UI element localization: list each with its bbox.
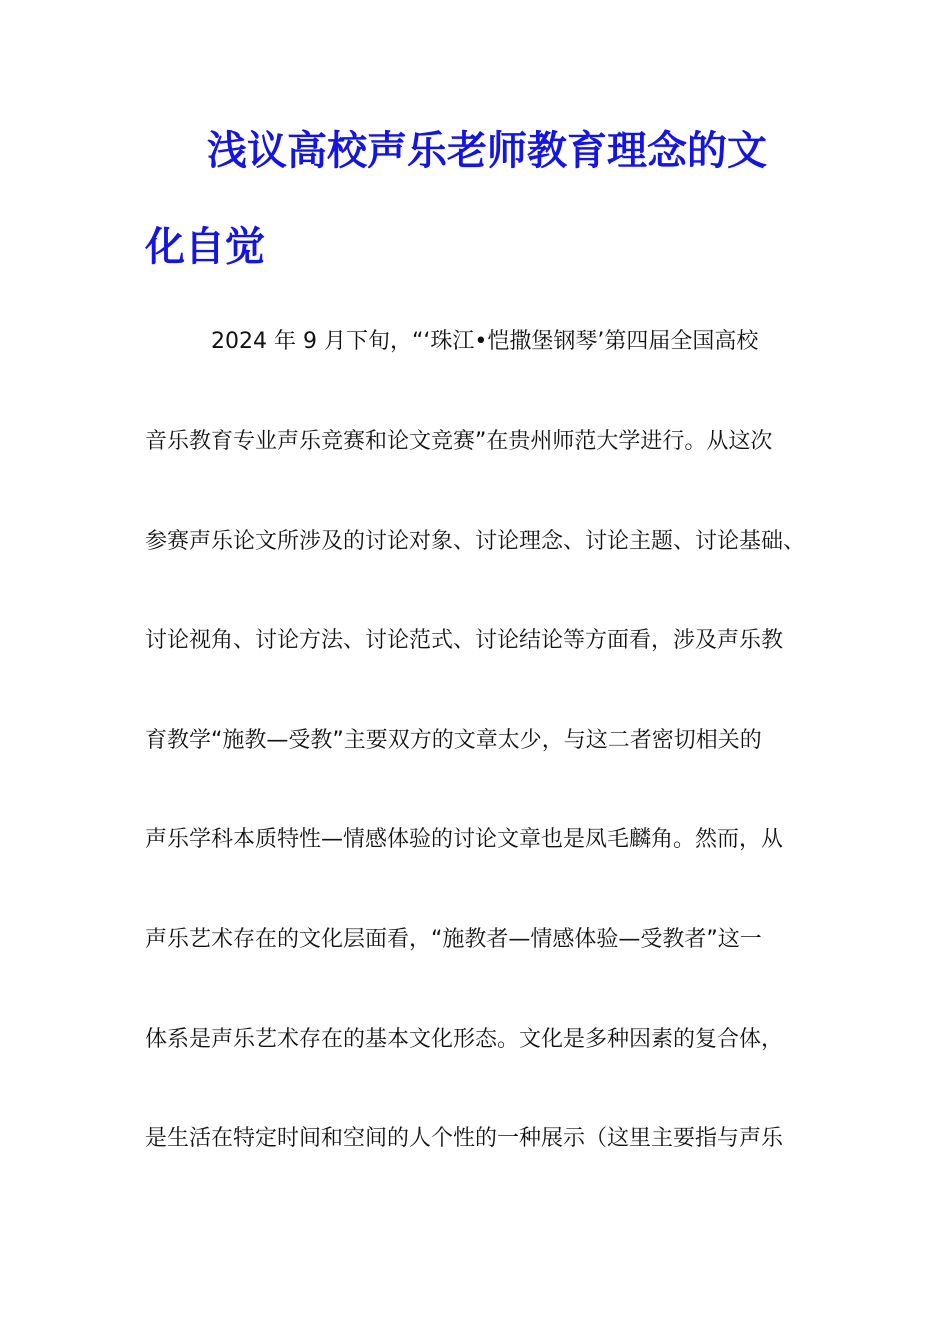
paragraph-line-6: 声乐学科本质特性—情感体验的讨论文章也是凤毛麟角。然而，从 bbox=[145, 827, 784, 852]
document-title-line-2: 化自觉 bbox=[145, 224, 265, 270]
document-title-line-1: 浅议高校声乐老师教育理念的文 bbox=[207, 128, 767, 174]
paragraph-line-2: 音乐教育专业声乐竞赛和论文竞赛”在贵州师范大学进行。从这次 bbox=[145, 429, 773, 454]
paragraph-line-4: 讨论视角、讨论方法、讨论范式、讨论结论等方面看，涉及声乐教 bbox=[145, 628, 784, 653]
paragraph-line-5: 育教学“施教—受教”主要双方的文章太少，与这二者密切相关的 bbox=[145, 728, 762, 753]
paragraph-line-7: 声乐艺术存在的文化层面看，“施教者—情感体验—受教者”这一 bbox=[145, 927, 762, 952]
paragraph-line-9: 是生活在特定时间和空间的人个性的一种展示（这里主要指与声乐 bbox=[145, 1126, 784, 1151]
paragraph-line-1: 2024 年 9 月下旬，“‘珠江•恺撒堡钢琴’第四届全国高校 bbox=[211, 329, 759, 354]
paragraph-line-3: 参赛声乐论文所涉及的讨论对象、讨论理念、讨论主题、讨论基础、 bbox=[145, 529, 806, 554]
paragraph-line-8: 体系是声乐艺术存在的基本文化形态。文化是多种因素的复合体， bbox=[145, 1027, 784, 1052]
